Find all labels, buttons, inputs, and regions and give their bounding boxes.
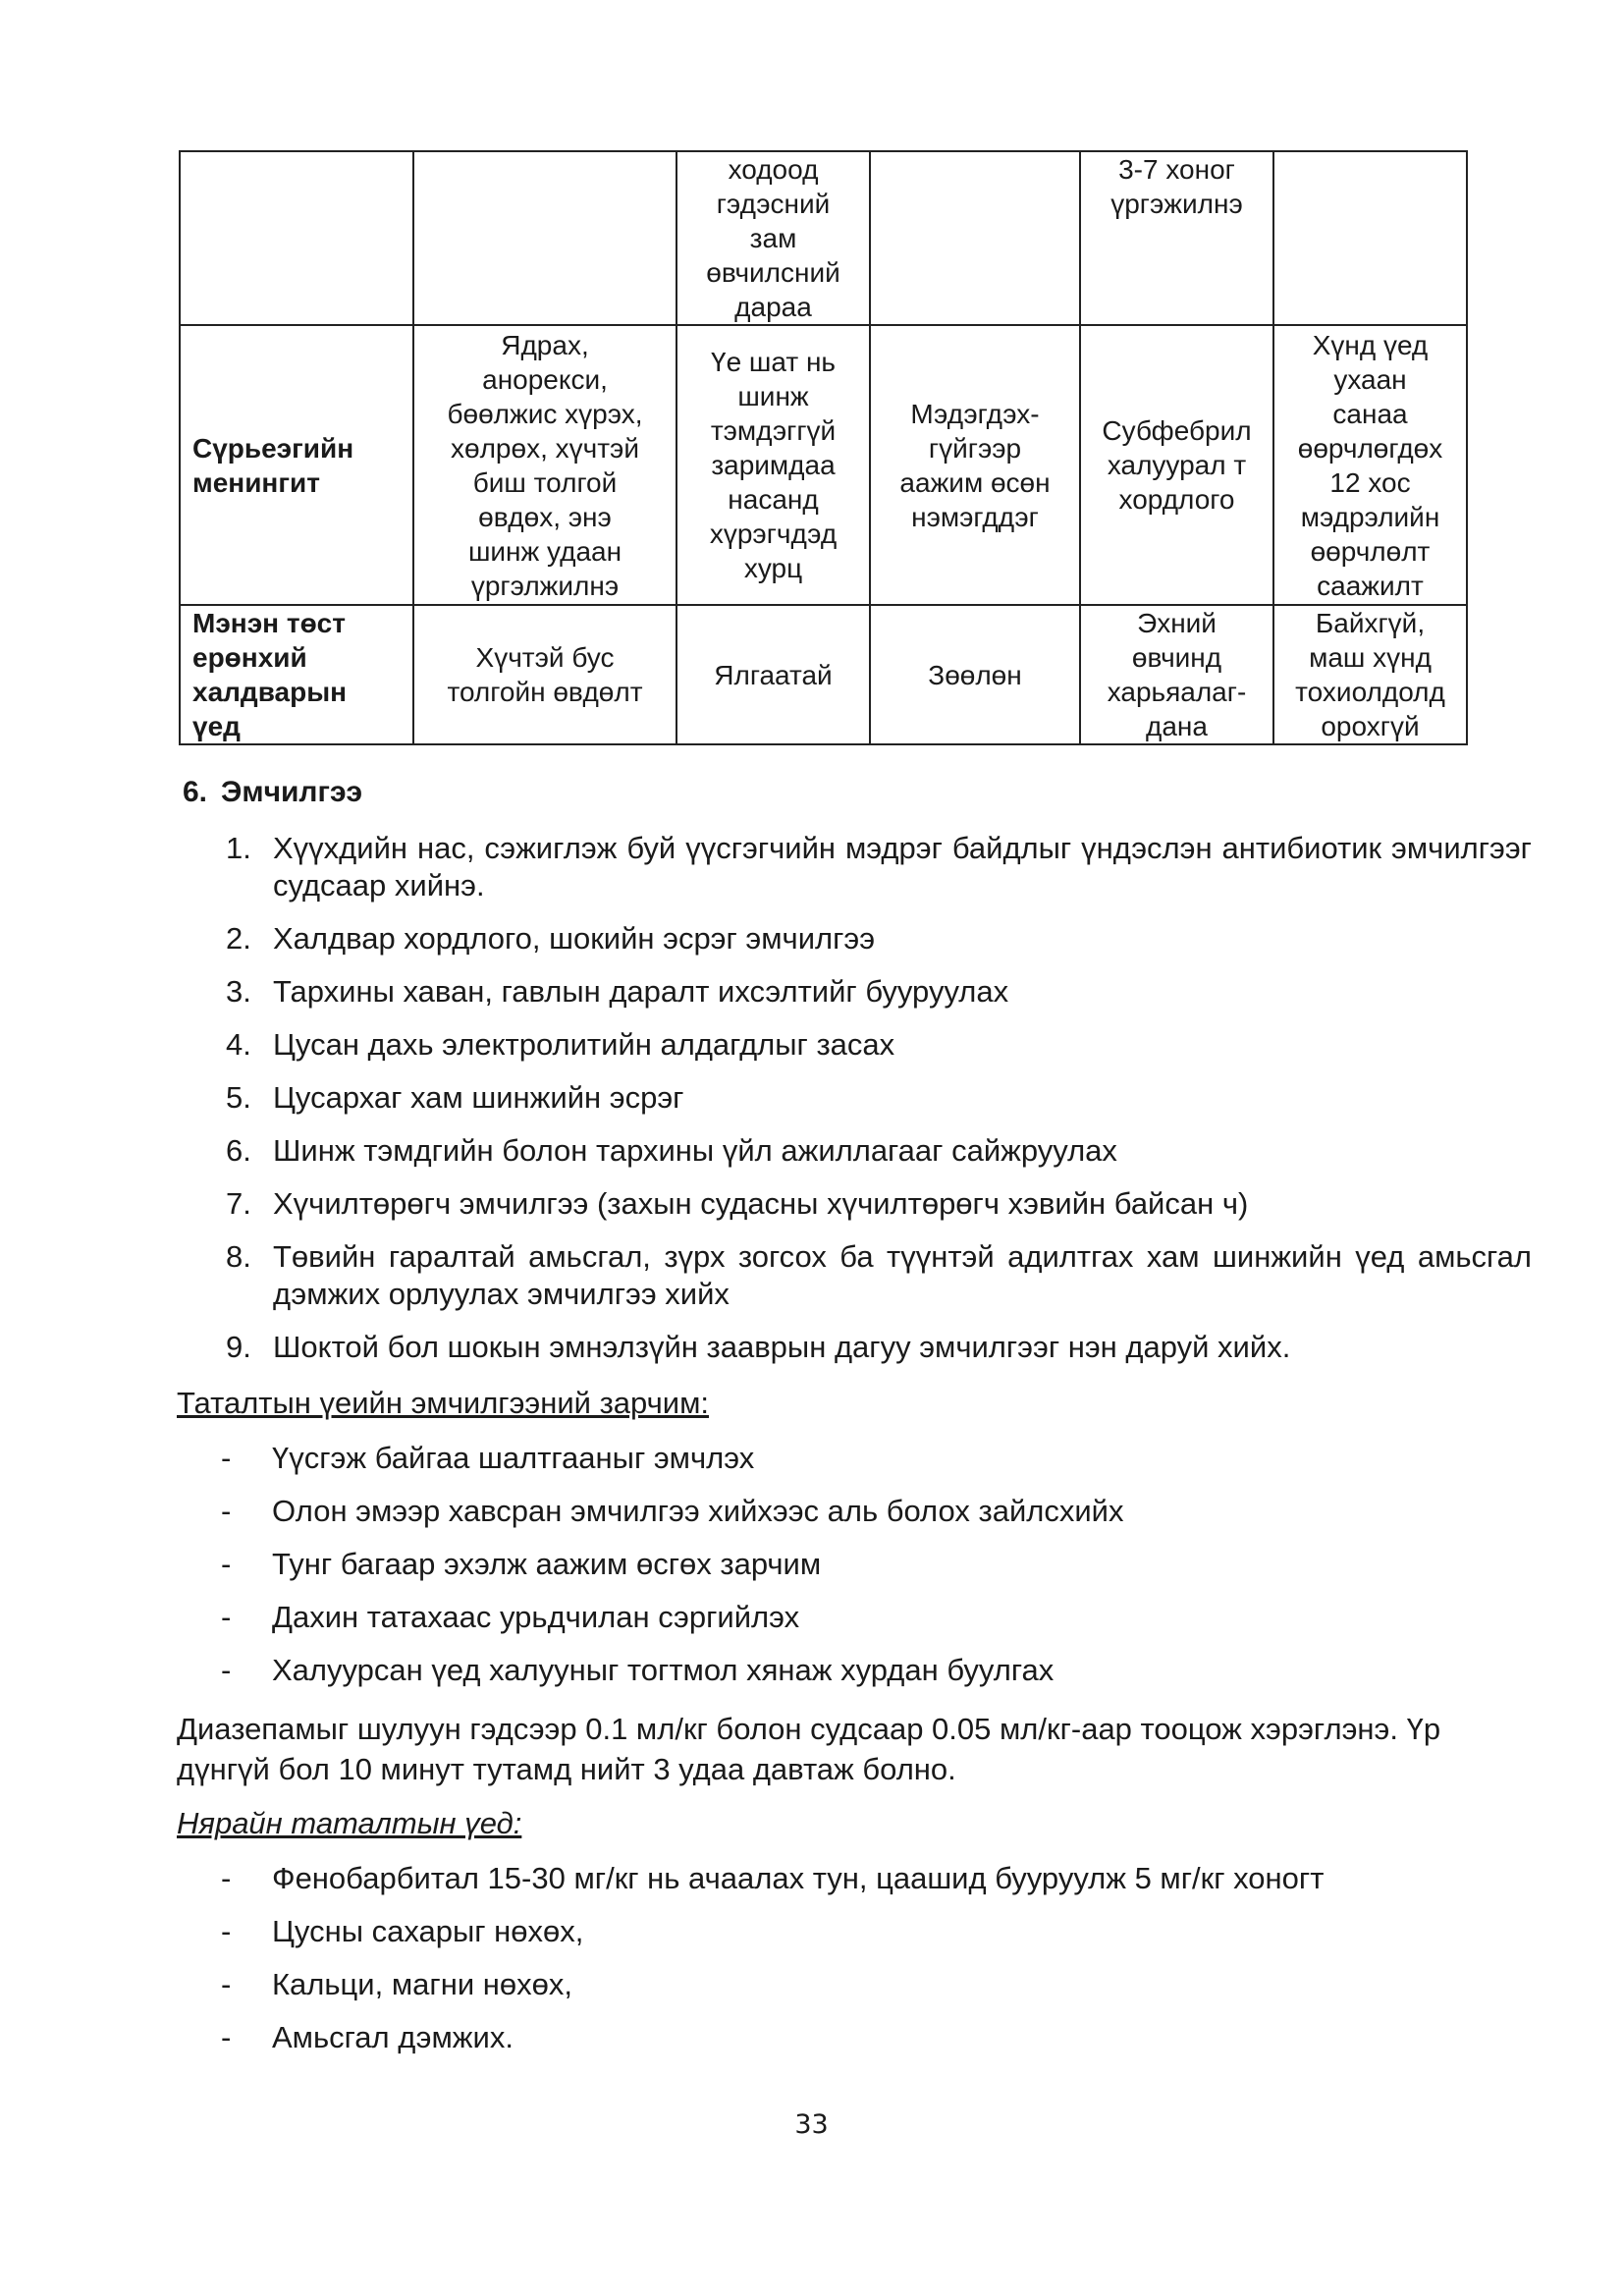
item-text: Дахин татахаас урьдчилан сэргийлэх <box>272 1600 800 1634</box>
table-cell <box>870 151 1080 325</box>
treatment-list <box>226 830 1532 1382</box>
bullet-dash: - <box>221 1494 232 1528</box>
item-number: 4. <box>226 1027 251 1062</box>
bullet-dash: - <box>221 2020 232 2054</box>
table-cell: Байхгүй, маш хүнд тохиолдолд орохгүй <box>1273 605 1467 744</box>
table-cell: ходоод гэдэсний зам өвчилсний дараа <box>676 151 870 325</box>
table-cell: Субфебрил халуурал т хордлого <box>1080 325 1273 605</box>
item-number: 7. <box>226 1186 251 1221</box>
table-cell: Зөөлөн <box>870 605 1080 744</box>
bullet-dash: - <box>221 1600 232 1634</box>
table-row <box>180 325 1467 605</box>
item-number: 8. <box>226 1239 251 1274</box>
bullet-dash: - <box>221 1441 232 1475</box>
bullet-dash: - <box>221 1653 232 1687</box>
list-item <box>226 920 1532 957</box>
bullet-dash: - <box>221 1861 232 1895</box>
list-item <box>221 1493 1497 1530</box>
item-text: Төвийн гаралтай амьсгал, зүрх зогсох ба түүнтэй адилтгах хам шинжийн үед амьсгал дэмжих орлуулах эмчилгээ хийх <box>273 1239 1532 1311</box>
list-item <box>221 1860 1497 1897</box>
item-number: 3. <box>226 974 251 1009</box>
diazepam-paragraph: Диазепамыг шулуун гэдсээр 0.1 мл/кг болон судсаар 0.05 мл/кг-аар тооцож хэрэглэнэ. Үр дүнгүй бол 10 минут тутамд нийт 3 удаа давтаж болно. <box>177 1712 1441 1786</box>
table-row-header: Мэнэн төст ерөнхий халдварын үед <box>180 605 413 744</box>
list-item <box>226 1329 1532 1366</box>
section-heading <box>183 776 362 809</box>
item-number: 5. <box>226 1080 251 1115</box>
item-number: 2. <box>226 921 251 956</box>
table-cell: Ядрах, анорекси, бөөлжис хүрэх, хөлрөх, хүчтэй биш толгой өвдөх, энэ шинж удаан үргэлжилнэ <box>413 325 676 605</box>
item-text: Хүүхдийн нас, сэжиглэж буй үүсгэгчийн мэдрэг байдлыг үндэслэн антибиотик эмчилгээг судсаар хийнэ. <box>273 831 1532 902</box>
item-text: Халуурсан үед халууныг тогтмол хянаж хурдан буулгах <box>272 1653 1055 1687</box>
item-text: Халдвар хордлого, шокийн эсрэг эмчилгээ <box>273 921 876 956</box>
item-text: Амьсгал дэмжих. <box>272 2020 514 2054</box>
list-item <box>226 1026 1532 1064</box>
neonatal-list <box>221 1860 1497 2072</box>
item-text: Тархины хаван, гавлын даралт ихсэлтийг бууруулах <box>273 974 1009 1009</box>
item-text: Хүчилтөрөгч эмчилгээ (захын судасны хүчилтөрөгч хэвийн байсан ч) <box>273 1186 1249 1221</box>
page-number: 33 <box>794 2109 829 2140</box>
item-text: Шинж тэмдгийн болон тархины үйл ажиллагааг сайжруулах <box>273 1133 1117 1168</box>
section-title: Эмчилгээ <box>221 776 363 808</box>
list-item <box>221 1913 1497 1950</box>
table-cell: Эхний өвчинд харьяалаг- дана <box>1080 605 1273 744</box>
table-cell <box>1273 151 1467 325</box>
bullet-dash: - <box>221 1547 232 1581</box>
bullet-dash: - <box>221 1914 232 1948</box>
item-text: Цусны сахарыг нөхөх, <box>272 1914 584 1948</box>
item-text: Кальци, магни нөхөх, <box>272 1967 572 2001</box>
list-item <box>226 1132 1532 1170</box>
item-text: Шоктой бол шокын эмнэлзүйн зааврын дагуу эмчилгээг нэн даруй хийх. <box>273 1330 1291 1364</box>
table-row <box>180 605 1467 744</box>
section-number: 6. <box>183 776 208 808</box>
item-text: Олон эмээр хавсран эмчилгээ хийхээс аль болох зайлсхийх <box>272 1494 1124 1528</box>
list-item <box>221 1966 1497 2003</box>
table-cell: 3-7 хоног үргэжилнэ <box>1080 151 1273 325</box>
item-text: Цусархаг хам шинжийн эсрэг <box>273 1080 684 1115</box>
table-cell: Үе шат нь шинж тэмдэггүй заримдаа насанд хүрэгчдэд хурц <box>676 325 870 605</box>
table-cell <box>180 151 413 325</box>
seizure-principles-heading: Таталтын үеийн эмчилгээний зарчим: <box>177 1386 710 1420</box>
item-text: Цусан дахь электролитийн алдагдлыг засах <box>273 1027 895 1062</box>
table-cell: Хүчтэй бус толгойн өвдөлт <box>413 605 676 744</box>
table-row <box>180 151 1467 325</box>
table-cell: Ялгаатай <box>676 605 870 744</box>
list-item <box>221 1652 1497 1689</box>
list-item <box>226 830 1532 904</box>
item-text: Тунг багаар эхэлж аажим өсгөх зарчим <box>272 1547 822 1581</box>
list-item <box>226 1238 1532 1313</box>
item-text: Үүсгэж байгаа шалтгааныг эмчлэх <box>272 1441 755 1475</box>
table-cell: Хүнд үед ухаан санаа өөрчлөгдөх 12 хос мэдрэлийн өөрчлөлт саажилт <box>1273 325 1467 605</box>
list-item <box>221 1599 1497 1636</box>
seizure-principles-list <box>221 1440 1497 1705</box>
item-number: 6. <box>226 1133 251 1168</box>
list-item <box>226 973 1532 1011</box>
list-item <box>221 1546 1497 1583</box>
item-number: 1. <box>226 831 251 865</box>
table-row-header: Сүрьеэгийн менингит <box>180 325 413 605</box>
table-cell: Мэдэгдэх- гүйгээр аажим өсөн нэмэгддэг <box>870 325 1080 605</box>
list-item <box>221 1440 1497 1477</box>
bullet-dash: - <box>221 1967 232 2001</box>
table-cell <box>413 151 676 325</box>
neonatal-heading: Нярайн таталтын үед: <box>177 1806 522 1840</box>
clinical-comparison-table <box>179 150 1468 745</box>
item-text: Фенобарбитал 15-30 мг/кг нь ачаалах тун, цаашид бууруулж 5 мг/кг хоногт <box>272 1861 1325 1895</box>
list-item <box>226 1079 1532 1117</box>
item-number: 9. <box>226 1330 251 1364</box>
list-item <box>221 2019 1497 2056</box>
list-item <box>226 1185 1532 1223</box>
